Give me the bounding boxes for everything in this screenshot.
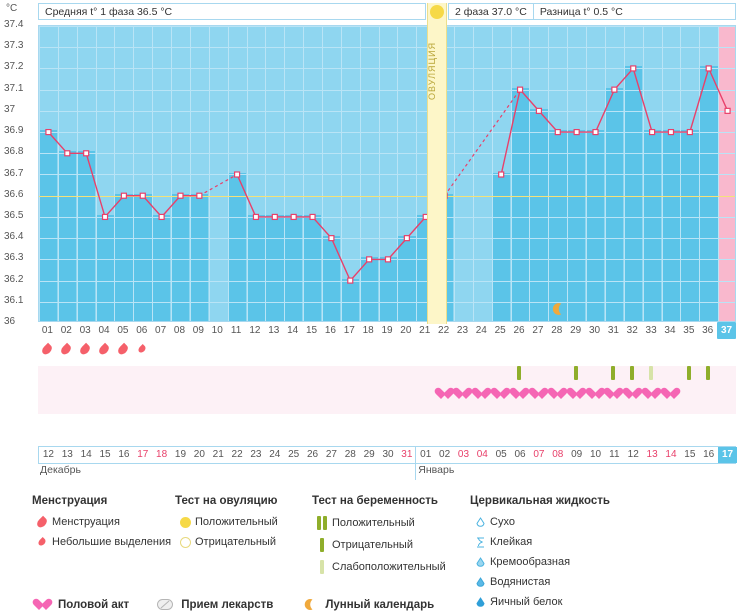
- drop-icon: [32, 517, 52, 528]
- cycle-day-cell[interactable]: 04: [98, 325, 110, 336]
- pill-icon: [155, 599, 175, 610]
- legend-label: Положительный: [332, 517, 415, 529]
- calendar-date-cell[interactable]: 04: [476, 449, 488, 460]
- menstruation-marker[interactable]: [113, 344, 132, 358]
- cycle-day-cell[interactable]: 13: [268, 325, 280, 336]
- data-point[interactable]: [310, 214, 315, 219]
- calendar-date-cell[interactable]: 24: [269, 449, 281, 460]
- data-point[interactable]: [650, 130, 655, 135]
- y-axis-tick: 36.3: [4, 252, 24, 264]
- calendar-date-cell[interactable]: 02: [439, 449, 451, 460]
- calendar-date-cell[interactable]: 10: [589, 449, 602, 460]
- month-label: Декабрь: [40, 464, 81, 476]
- data-point[interactable]: [329, 236, 334, 241]
- data-point[interactable]: [291, 214, 296, 219]
- phase2-summary-bar: [448, 3, 736, 20]
- cycle-day-cell[interactable]: 01: [41, 325, 53, 336]
- calendar-date-cell[interactable]: 07: [533, 449, 545, 460]
- legend-item: [312, 560, 446, 574]
- pregnancy-test-marker[interactable]: [623, 366, 642, 383]
- legend-item: [312, 516, 446, 530]
- legend-label: Кремообразная: [490, 556, 571, 568]
- cycle-day-cell[interactable]: 08: [173, 325, 186, 336]
- calendar-date-cell[interactable]: 20: [193, 449, 205, 460]
- legend-title: Менструация: [32, 495, 108, 507]
- sticky-icon: [470, 537, 490, 548]
- temperature-line: [48, 132, 199, 217]
- sex-marker[interactable]: [547, 388, 566, 402]
- cycle-day-cell[interactable]: 24: [475, 325, 487, 336]
- cycle-day-cell[interactable]: 21: [419, 325, 431, 336]
- calendar-date-cell[interactable]: 17: [137, 449, 149, 460]
- calendar-date-cell[interactable]: 05: [495, 449, 507, 460]
- creamy-icon: [470, 557, 490, 568]
- pregnancy-test-marker-row[interactable]: [38, 366, 736, 388]
- y-axis-tick: 36.8: [4, 146, 24, 158]
- legend-pregnancy-test: [312, 495, 446, 582]
- single-bar-icon: [312, 538, 332, 552]
- cycle-day-cell[interactable]: 29: [570, 325, 582, 336]
- legend-label: Водянистая: [490, 576, 551, 588]
- cycle-day-cell[interactable]: 31: [607, 325, 619, 336]
- month-labels: [38, 464, 736, 480]
- cycle-day-cell[interactable]: 12: [249, 325, 261, 336]
- data-point[interactable]: [140, 193, 145, 198]
- calendar-date-cell[interactable]: 03: [457, 449, 470, 460]
- data-point[interactable]: [668, 130, 673, 135]
- y-axis-tick: 37.4: [4, 19, 24, 30]
- sex-marker[interactable]: [491, 388, 510, 402]
- legend-menstruation: [32, 495, 171, 556]
- pregnancy-test-marker[interactable]: [566, 366, 585, 383]
- calendar-date-cell[interactable]: 11: [609, 449, 620, 460]
- calendar-date-cell[interactable]: 31: [401, 449, 413, 460]
- data-point[interactable]: [235, 172, 240, 177]
- cycle-day-cell[interactable]: 11: [230, 325, 242, 336]
- ovulation-label: ОВУЛЯЦИЯ: [427, 41, 437, 101]
- legend-title: Цервикальная жидкость: [470, 495, 610, 507]
- cycle-day-cell[interactable]: 32: [626, 325, 638, 336]
- cycle-day-cell[interactable]: 23: [456, 325, 469, 336]
- calendar-date-cell[interactable]: 28: [344, 449, 356, 460]
- y-axis-tick: 36.9: [4, 125, 24, 137]
- sex-marker[interactable]: [566, 388, 585, 402]
- temperature-line: [237, 175, 445, 281]
- data-point[interactable]: [687, 130, 692, 135]
- legend-item: [470, 576, 610, 588]
- sex-marker[interactable]: [472, 388, 491, 402]
- y-axis-tick: 37.1: [4, 82, 24, 94]
- temperature-line: [501, 68, 727, 174]
- y-axis-tick: 36.5: [4, 209, 24, 221]
- cycle-day-cell[interactable]: 27: [532, 325, 544, 336]
- legend-label: Положительный: [195, 516, 278, 528]
- pregnancy-test-marker[interactable]: [642, 366, 661, 383]
- legend-item: [312, 538, 446, 552]
- legend-item: [175, 516, 278, 528]
- y-axis-tick: 37.3: [4, 40, 24, 52]
- cycle-day-cell[interactable]: 09: [192, 325, 204, 336]
- data-point[interactable]: [706, 66, 711, 71]
- cycle-day-cell[interactable]: 03: [79, 325, 91, 336]
- calendar-date-cell[interactable]: 06: [514, 449, 526, 460]
- month-label: Январь: [418, 464, 455, 476]
- calendar-date-cell[interactable]: 16: [118, 449, 130, 460]
- legend-label: Менструация: [52, 516, 120, 528]
- legend-item: [470, 516, 610, 528]
- y-axis-tick: 36.1: [4, 294, 24, 306]
- calendar-date-cell[interactable]: 17: [718, 447, 737, 463]
- phase-difference-label: Разница t° 0.5 °C: [539, 5, 623, 18]
- legend-label: Клейкая: [490, 536, 533, 548]
- calendar-date-cell[interactable]: 01: [420, 449, 432, 460]
- cycle-day-axis: [38, 322, 736, 339]
- menstruation-marker[interactable]: [76, 344, 95, 358]
- legend-item-sex: [32, 599, 129, 611]
- calendar-date-cell[interactable]: 26: [306, 449, 319, 460]
- calendar-date-cell[interactable]: 08: [552, 449, 564, 460]
- y-axis-tick: 36.6: [4, 188, 24, 200]
- calendar-date-axis: [38, 446, 736, 464]
- phase1-summary-bar: [38, 3, 426, 20]
- calendar-date-cell[interactable]: 15: [684, 449, 696, 460]
- calendar-date-cell[interactable]: 14: [80, 449, 92, 460]
- cycle-day-cell[interactable]: 17: [343, 325, 355, 336]
- sex-marker[interactable]: [642, 388, 661, 402]
- cycle-day-cell[interactable]: 18: [362, 325, 374, 336]
- data-point[interactable]: [103, 214, 108, 219]
- double-bar-icon: [312, 516, 332, 530]
- legend-item: [470, 556, 610, 568]
- legend-item: [32, 536, 171, 548]
- temperature-series: [39, 26, 736, 322]
- cycle-day-cell[interactable]: 25: [494, 325, 506, 336]
- y-axis-tick: 37.2: [4, 61, 24, 73]
- data-point[interactable]: [121, 193, 126, 198]
- cycle-day-cell[interactable]: 35: [683, 325, 695, 336]
- data-point[interactable]: [574, 130, 579, 135]
- data-point[interactable]: [404, 236, 409, 241]
- calendar-date-cell[interactable]: 14: [665, 449, 677, 460]
- sex-marker[interactable]: [585, 388, 604, 402]
- legend-item-moon: [299, 598, 434, 611]
- sex-marker[interactable]: [623, 388, 642, 402]
- phase1-label: Средняя t° 1 фаза 36.5 °C: [45, 5, 173, 18]
- legend-title: Тест на овуляцию: [175, 495, 278, 507]
- y-axis-tick: 36: [4, 316, 16, 327]
- data-point[interactable]: [178, 193, 183, 198]
- legend-ovulation-test: [175, 495, 278, 556]
- dry-icon: [470, 517, 490, 528]
- legend-item: [175, 536, 278, 548]
- calendar-date-cell[interactable]: 23: [250, 449, 262, 460]
- calendar-date-cell[interactable]: 30: [382, 449, 394, 460]
- data-point[interactable]: [612, 87, 617, 92]
- data-point[interactable]: [518, 87, 523, 92]
- calendar-date-cell[interactable]: 09: [571, 449, 583, 460]
- plot-area: [38, 25, 736, 322]
- cycle-day-cell[interactable]: 30: [588, 325, 601, 336]
- calendar-date-cell[interactable]: 13: [61, 449, 73, 460]
- cycle-day-cell[interactable]: 36: [702, 325, 714, 336]
- cycle-day-cell[interactable]: 02: [60, 325, 72, 336]
- sex-marker[interactable]: [528, 388, 547, 402]
- data-point[interactable]: [725, 108, 730, 113]
- cycle-day-cell[interactable]: 10: [211, 325, 223, 336]
- cycle-day-cell[interactable]: 22: [438, 325, 450, 336]
- bottom-legend: [0, 598, 739, 611]
- data-point[interactable]: [46, 130, 51, 135]
- sex-marker[interactable]: [434, 388, 453, 402]
- data-point[interactable]: [536, 108, 541, 113]
- legend-label: Половой акт: [58, 598, 130, 611]
- circle-empty-icon: [175, 537, 195, 548]
- cycle-day-cell[interactable]: 15: [305, 325, 318, 336]
- calendar-date-cell[interactable]: 29: [363, 449, 375, 460]
- calendar-date-cell[interactable]: 22: [231, 449, 243, 460]
- moon-calendar-icon[interactable]: [551, 302, 565, 316]
- data-point[interactable]: [272, 214, 277, 219]
- cycle-day-cell[interactable]: 07: [155, 325, 167, 336]
- data-point[interactable]: [631, 66, 636, 71]
- drop-small-icon: [32, 538, 52, 546]
- data-point[interactable]: [159, 214, 164, 219]
- legend-label: Небольшие выделения: [52, 536, 172, 548]
- data-point[interactable]: [253, 214, 258, 219]
- cycle-day-cell[interactable]: 19: [381, 325, 393, 336]
- cycle-day-cell[interactable]: 20: [400, 325, 412, 336]
- data-point[interactable]: [65, 151, 70, 156]
- menstruation-light-marker[interactable]: [132, 344, 151, 356]
- legend-item: [32, 516, 171, 528]
- cycle-day-cell[interactable]: 05: [117, 325, 129, 336]
- y-axis-tick: 36.4: [4, 231, 24, 243]
- calendar-date-cell[interactable]: 27: [325, 449, 337, 460]
- pregnancy-test-marker[interactable]: [510, 366, 529, 383]
- ovulation-dot-icon: [430, 5, 444, 19]
- cycle-day-cell[interactable]: 26: [513, 325, 525, 336]
- data-point[interactable]: [348, 278, 353, 283]
- legend-item-medication: [155, 599, 273, 611]
- menstruation-marker[interactable]: [38, 344, 57, 358]
- calendar-date-cell[interactable]: 15: [99, 449, 111, 460]
- heart-icon: [32, 599, 52, 610]
- legend-label: Отрицательный: [195, 536, 276, 548]
- circle-yellow-icon: [175, 517, 195, 528]
- cycle-day-cell[interactable]: 28: [551, 325, 563, 336]
- sex-marker[interactable]: [604, 388, 623, 402]
- legend-label: Яичный белок: [490, 596, 563, 608]
- calendar-date-cell[interactable]: 18: [156, 449, 168, 460]
- legend-title: Тест на беременность: [312, 495, 438, 507]
- phase2-label: 2 фаза 37.0 °C: [455, 5, 527, 18]
- calendar-date-cell[interactable]: 25: [288, 449, 300, 460]
- cycle-day-cell[interactable]: 37: [717, 322, 736, 339]
- menstruation-marker[interactable]: [57, 344, 76, 358]
- pregnancy-test-marker[interactable]: [698, 366, 717, 383]
- sex-marker[interactable]: [510, 388, 529, 402]
- calendar-date-cell[interactable]: 19: [174, 449, 187, 460]
- data-point[interactable]: [593, 130, 598, 135]
- y-axis-tick: 36.7: [4, 167, 24, 179]
- y-axis-unit: °C: [6, 3, 18, 14]
- pregnancy-test-marker[interactable]: [604, 366, 623, 383]
- data-point[interactable]: [197, 193, 202, 198]
- moon-icon: [299, 598, 319, 611]
- data-point[interactable]: [386, 257, 391, 262]
- menstruation-marker-row[interactable]: [38, 344, 736, 364]
- cycle-day-cell[interactable]: 33: [645, 325, 657, 336]
- sex-marker[interactable]: [453, 388, 472, 402]
- cycle-day-cell[interactable]: 14: [287, 325, 299, 336]
- pale-bar-icon: [312, 560, 332, 574]
- temperature-line-dashed: [199, 175, 237, 196]
- month-divider: [415, 446, 416, 480]
- sex-marker[interactable]: [660, 388, 679, 402]
- data-point[interactable]: [555, 130, 560, 135]
- sex-marker-row[interactable]: [38, 388, 736, 412]
- legend-item: [470, 536, 610, 548]
- calendar-date-cell[interactable]: 12: [627, 449, 639, 460]
- data-point[interactable]: [84, 151, 89, 156]
- calendar-date-cell[interactable]: 13: [646, 449, 658, 460]
- y-axis-tick: 36.2: [4, 273, 24, 285]
- menstruation-marker[interactable]: [95, 344, 114, 358]
- cycle-day-cell[interactable]: 06: [136, 325, 148, 336]
- cycle-day-cell[interactable]: 34: [664, 325, 676, 336]
- legend-label: Прием лекарств: [181, 598, 274, 611]
- data-point[interactable]: [499, 172, 504, 177]
- calendar-date-cell[interactable]: 12: [42, 449, 54, 460]
- legend-label: Слабоположительный: [332, 561, 446, 573]
- legend-label: Отрицательный: [332, 539, 413, 551]
- calendar-date-cell[interactable]: 16: [703, 449, 715, 460]
- y-axis-tick: 37: [4, 103, 16, 115]
- watery-icon: [470, 577, 490, 588]
- calendar-date-cell[interactable]: 21: [212, 449, 224, 460]
- data-point[interactable]: [367, 257, 372, 262]
- legend-label: Сухо: [490, 516, 515, 528]
- pregnancy-test-marker[interactable]: [679, 366, 698, 383]
- cycle-day-cell[interactable]: 16: [324, 325, 336, 336]
- legend-label: Лунный календарь: [325, 598, 435, 611]
